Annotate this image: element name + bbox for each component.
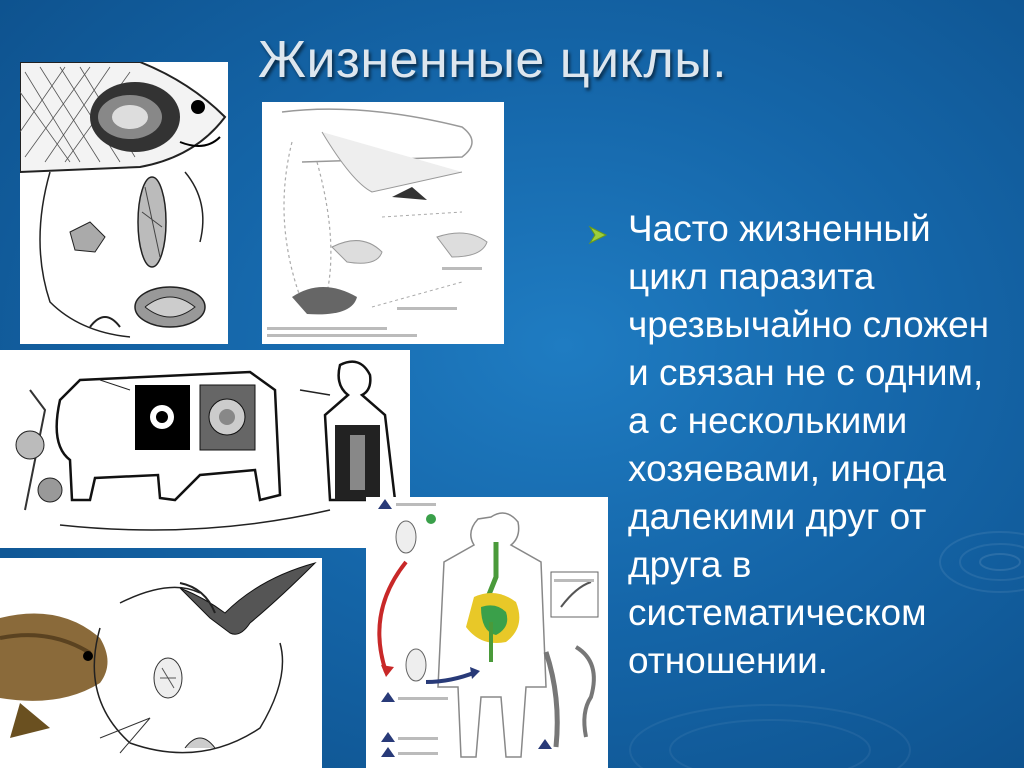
bullet-point xyxy=(588,205,1008,685)
bullet-text: Часто жизненный цикл паразита чрезвычайно сложен и связан не с одним, а с несколькими хозяевами, иногда далекими друг от друга в систематическом отношении. xyxy=(628,208,990,681)
cow-human-lifecycle-illustration xyxy=(0,350,410,548)
slide-title: Жизненные циклы. xyxy=(258,31,728,89)
arrow-bullet-icon xyxy=(588,225,608,245)
rodent-lifecycle-diagram xyxy=(262,102,504,344)
fish-lifecycle-illustration xyxy=(20,62,228,344)
fish-bird-lifecycle-illustration xyxy=(0,558,322,768)
human-roundworm-lifecycle-diagram xyxy=(366,497,608,768)
